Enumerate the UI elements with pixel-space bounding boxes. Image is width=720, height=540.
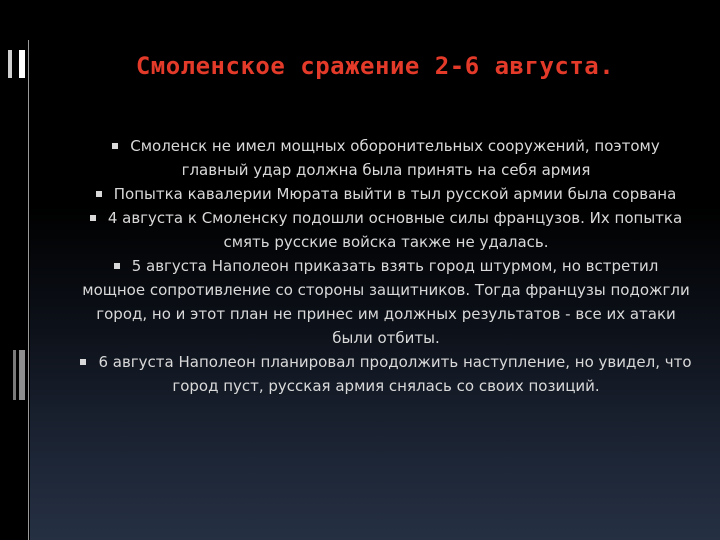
- square-bullet-icon: [90, 215, 96, 221]
- side-panel: [0, 0, 30, 540]
- side-divider: [28, 40, 29, 540]
- list-item: [80, 134, 692, 182]
- bullet-text: 4 августа к Смоленску подошли основные силы французов. Их попытка смять русские войска также не удалась.: [107, 209, 683, 251]
- slide-title: Смоленское сражение 2-6 августа.: [135, 52, 615, 80]
- decorative-bar: [13, 350, 16, 400]
- list-item: [80, 182, 692, 206]
- decorative-bar: [19, 350, 25, 400]
- square-bullet-icon: [114, 263, 120, 269]
- decorative-bar: [19, 50, 25, 78]
- list-item: [80, 350, 692, 398]
- list-item: [80, 254, 692, 350]
- list-item: [80, 206, 692, 254]
- square-bullet-icon: [80, 359, 86, 365]
- decorative-bar: [8, 50, 12, 78]
- square-bullet-icon: [112, 143, 118, 149]
- bullet-text: Попытка кавалерии Мюрата выйти в тыл русской армии была сорвана: [113, 185, 677, 203]
- bullet-text: Смоленск не имел мощных оборонительных сооружений, поэтому главный удар должна была принять на себя армия: [130, 137, 660, 179]
- bullet-text: 6 августа Наполеон планировал продолжить наступление, но увидел, что город пуст, русская армия снялась со своих позиций.: [98, 353, 692, 395]
- square-bullet-icon: [96, 191, 102, 197]
- bullet-list: [80, 134, 692, 398]
- bullet-text: 5 августа Наполеон приказать взять город штурмом, но встретил мощное сопротивление со стороны защитников. Тогда французы подожгли город, но и этот план не принес им должных результатов - все их атаки были отбиты.: [82, 257, 690, 347]
